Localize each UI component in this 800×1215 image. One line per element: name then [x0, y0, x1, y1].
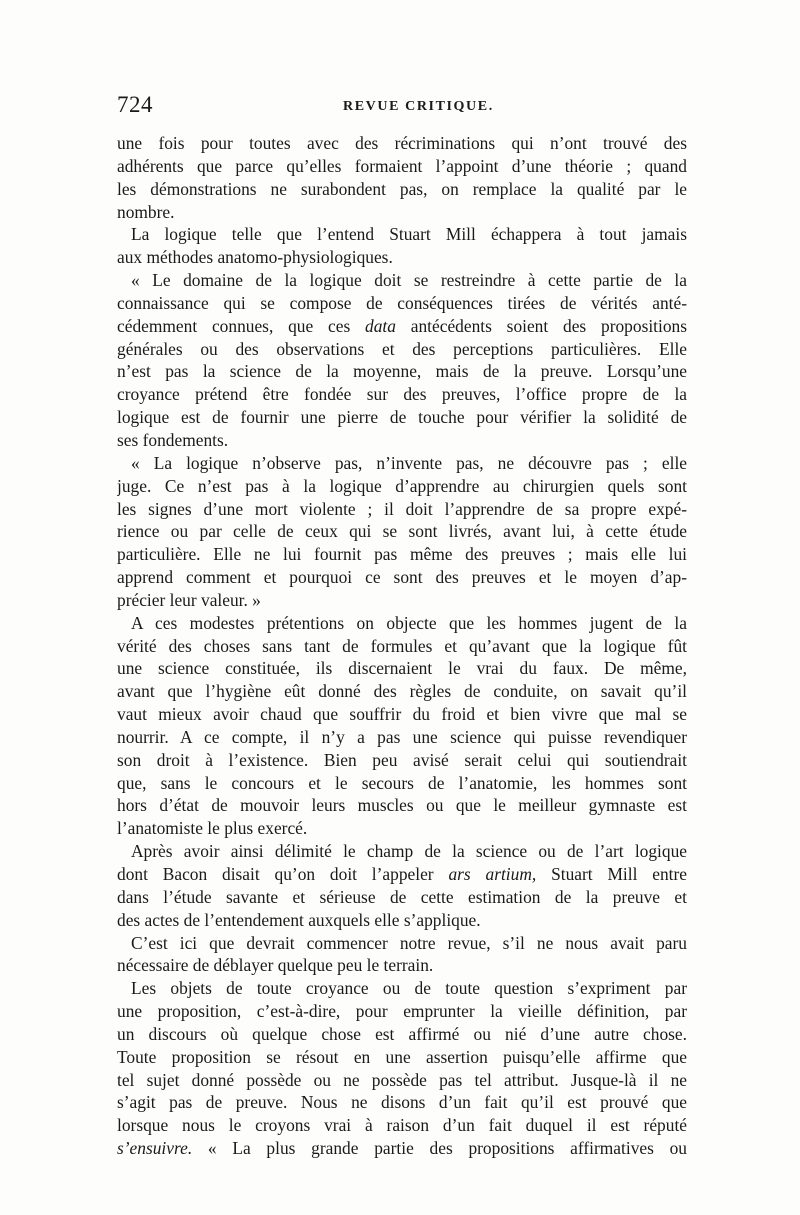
text-segment: des actes de l’entendement auxquels elle s’applique.: [117, 909, 481, 930]
text-segment: dans l’étude savante et sérieuse de cette estimation de la preuve et: [117, 886, 687, 907]
text-line: [117, 954, 687, 977]
text-segment: adhérents que parce qu’elles formaient l’appoint d’une théorie ; quand: [117, 155, 687, 176]
text-line: [117, 201, 687, 224]
text-segment: Les objets de toute croyance ou de toute question s’expriment par: [131, 978, 687, 999]
text-segment: logique est de fournir une pierre de touche pour vérifier la solidité de: [117, 407, 687, 428]
text-segment: s’agit pas de preuve. Nous ne disons d’un fait qu’il est prouvé que: [117, 1092, 687, 1113]
text-line: [117, 1046, 687, 1069]
text-segment: ses fondements.: [117, 429, 229, 450]
text-segment: Après avoir ainsi délimité le champ de la science ou de l’art logique: [131, 841, 687, 862]
text-segment: nécessaire de déblayer quelque peu le terrain.: [117, 955, 434, 976]
text-segment: « La plus grande partie des propositions affirmatives ou: [192, 1138, 687, 1159]
text-segment: générales ou des observations et des perceptions particulières. Elle: [117, 338, 687, 359]
text-segment: précier leur valeur. »: [117, 589, 261, 610]
text-line: [117, 1000, 687, 1023]
text-segment: juge. Ce n’est pas à la logique d’apprendre au chirurgien quels sont: [117, 475, 687, 496]
page-number: 724: [117, 92, 153, 117]
text-line: [117, 1137, 687, 1160]
text-line: [117, 269, 687, 292]
text-line: [117, 749, 687, 772]
text-line: [117, 726, 687, 749]
text-segment: les démonstrations ne surabondent pas, on remplace la qualité par le: [117, 178, 687, 199]
italic-text: data: [365, 315, 396, 336]
text-line: [117, 977, 687, 1000]
text-line: [117, 680, 687, 703]
text-line: [117, 292, 687, 315]
text-segment: l’anatomiste le plus exercé.: [117, 818, 308, 839]
text-segment: les signes d’une mort violente ; il doit l’apprendre de sa propre expé-: [117, 498, 687, 519]
text-line: [117, 932, 687, 955]
text-segment: A ces modestes prétentions on objecte que les hommes jugent de la: [131, 612, 687, 633]
text-segment: hors d’état de mouvoir leurs muscles ou que le meilleur gymnaste est: [117, 795, 687, 816]
text-segment: une fois pour toutes avec des récriminations qui n’ont trouvé des: [117, 133, 687, 153]
text-segment: dont Bacon disait qu’on doit l’appeler: [117, 864, 449, 884]
text-segment: connaissance qui se compose de conséquences tirées de vérités anté-: [117, 292, 687, 313]
text-line: [117, 520, 687, 543]
text-line: [117, 635, 687, 658]
text-line: [117, 1091, 687, 1114]
running-head: REVUE CRITIQUE.: [343, 99, 494, 114]
text-segment: « La logique n’observe pas, n’invente pas, ne découvre pas ; elle: [131, 452, 687, 473]
text-line: [117, 223, 687, 246]
text-line: [117, 886, 687, 909]
text-segment: que, sans le concours et le secours de l’anatomie, les hommes sont: [117, 772, 687, 793]
text-segment: son droit à l’existence. Bien peu avisé serait celui qui soutiendrait: [117, 749, 687, 770]
text-line: [117, 155, 687, 178]
italic-text: s’ensuivre.: [117, 1138, 193, 1159]
text-line: [117, 817, 687, 840]
text-line: [117, 703, 687, 726]
text-segment: La logique telle que l’entend Stuart Mill échappera à tout jamais: [131, 224, 687, 245]
text-segment: lorsque nous le croyons vrai à raison d’un fait duquel il est réputé: [117, 1115, 687, 1136]
text-segment: vaut mieux avoir chaud que souffrir du froid et bien vivre que mal se: [117, 704, 687, 725]
text-line: [117, 794, 687, 817]
text-line: [117, 360, 687, 383]
text-line: [117, 543, 687, 566]
text-line: [117, 1023, 687, 1046]
text-line: [117, 383, 687, 406]
text-segment: un discours où quelque chose est affirmé ou nié d’une autre chose.: [117, 1023, 687, 1044]
text-line: [117, 863, 687, 886]
text-line: [117, 498, 687, 521]
text-segment: nombre.: [117, 201, 175, 222]
text-line: [117, 909, 687, 932]
text-segment: n’est pas la science de la moyenne, mais de la preuve. Lorsqu’une: [117, 361, 687, 382]
text-line: [117, 338, 687, 361]
text-segment: une proposition, c’est-à-dire, pour emprunter la vieille définition, par: [117, 1001, 687, 1022]
text-line: [117, 429, 687, 452]
text-line: [117, 315, 687, 338]
text-segment: apprend comment et pourquoi ce sont des preuves et le moyen d’ap-: [117, 567, 687, 588]
text-segment: une science constituée, ils discernaient le vrai du faux. De même,: [117, 658, 687, 679]
text-line: [117, 246, 687, 269]
text-line: [117, 589, 687, 612]
text-line: [117, 657, 687, 680]
text-segment: « Le domaine de la logique doit se restreindre à cette partie de la: [131, 270, 687, 291]
text-line: [117, 1069, 687, 1092]
text-segment: cédemment connues, que ces: [117, 315, 366, 336]
text-line: [117, 566, 687, 589]
body-text: [117, 132, 687, 1160]
text-segment: Stuart Mill entre: [536, 864, 687, 884]
text-line: [117, 1114, 687, 1137]
text-segment: croyance prétend être fondée sur des preuves, l’office propre de la: [117, 384, 687, 405]
text-segment: aux méthodes anatomo-physiologiques.: [117, 247, 393, 268]
text-segment: C’est ici que devrait commencer notre revue, s’il ne nous avait paru: [131, 932, 687, 953]
text-line: [117, 178, 687, 201]
text-segment: nourrir. A ce compte, il n’y a pas une science qui puisse revendiquer: [117, 726, 687, 747]
text-line: [117, 840, 687, 863]
text-line: [117, 406, 687, 429]
italic-text: ars artium,: [448, 864, 537, 884]
text-segment: tel sujet donné possède ou ne possède pas tel attribut. Jusque-là il ne: [117, 1069, 687, 1090]
text-segment: particulière. Elle ne lui fournit pas même des preuves ; mais elle lui: [117, 544, 687, 565]
text-line: [117, 772, 687, 795]
text-line: [117, 612, 687, 635]
text-line: [117, 132, 687, 155]
text-segment: antécédents soient des propositions: [395, 315, 687, 336]
text-segment: rience ou par celle de ceux qui se sont livrés, avant lui, à cette étude: [117, 521, 687, 542]
page-header: [117, 92, 687, 122]
text-line: [117, 475, 687, 498]
text-segment: vérité des choses sans tant de formules et qu’avant que la logique fût: [117, 635, 687, 656]
text-line: [117, 452, 687, 475]
text-segment: avant que l’hygiène eût donné des règles de conduite, on savait qu’il: [117, 681, 687, 702]
text-segment: Toute proposition se résout en une assertion puisqu’elle affirme que: [117, 1046, 687, 1067]
